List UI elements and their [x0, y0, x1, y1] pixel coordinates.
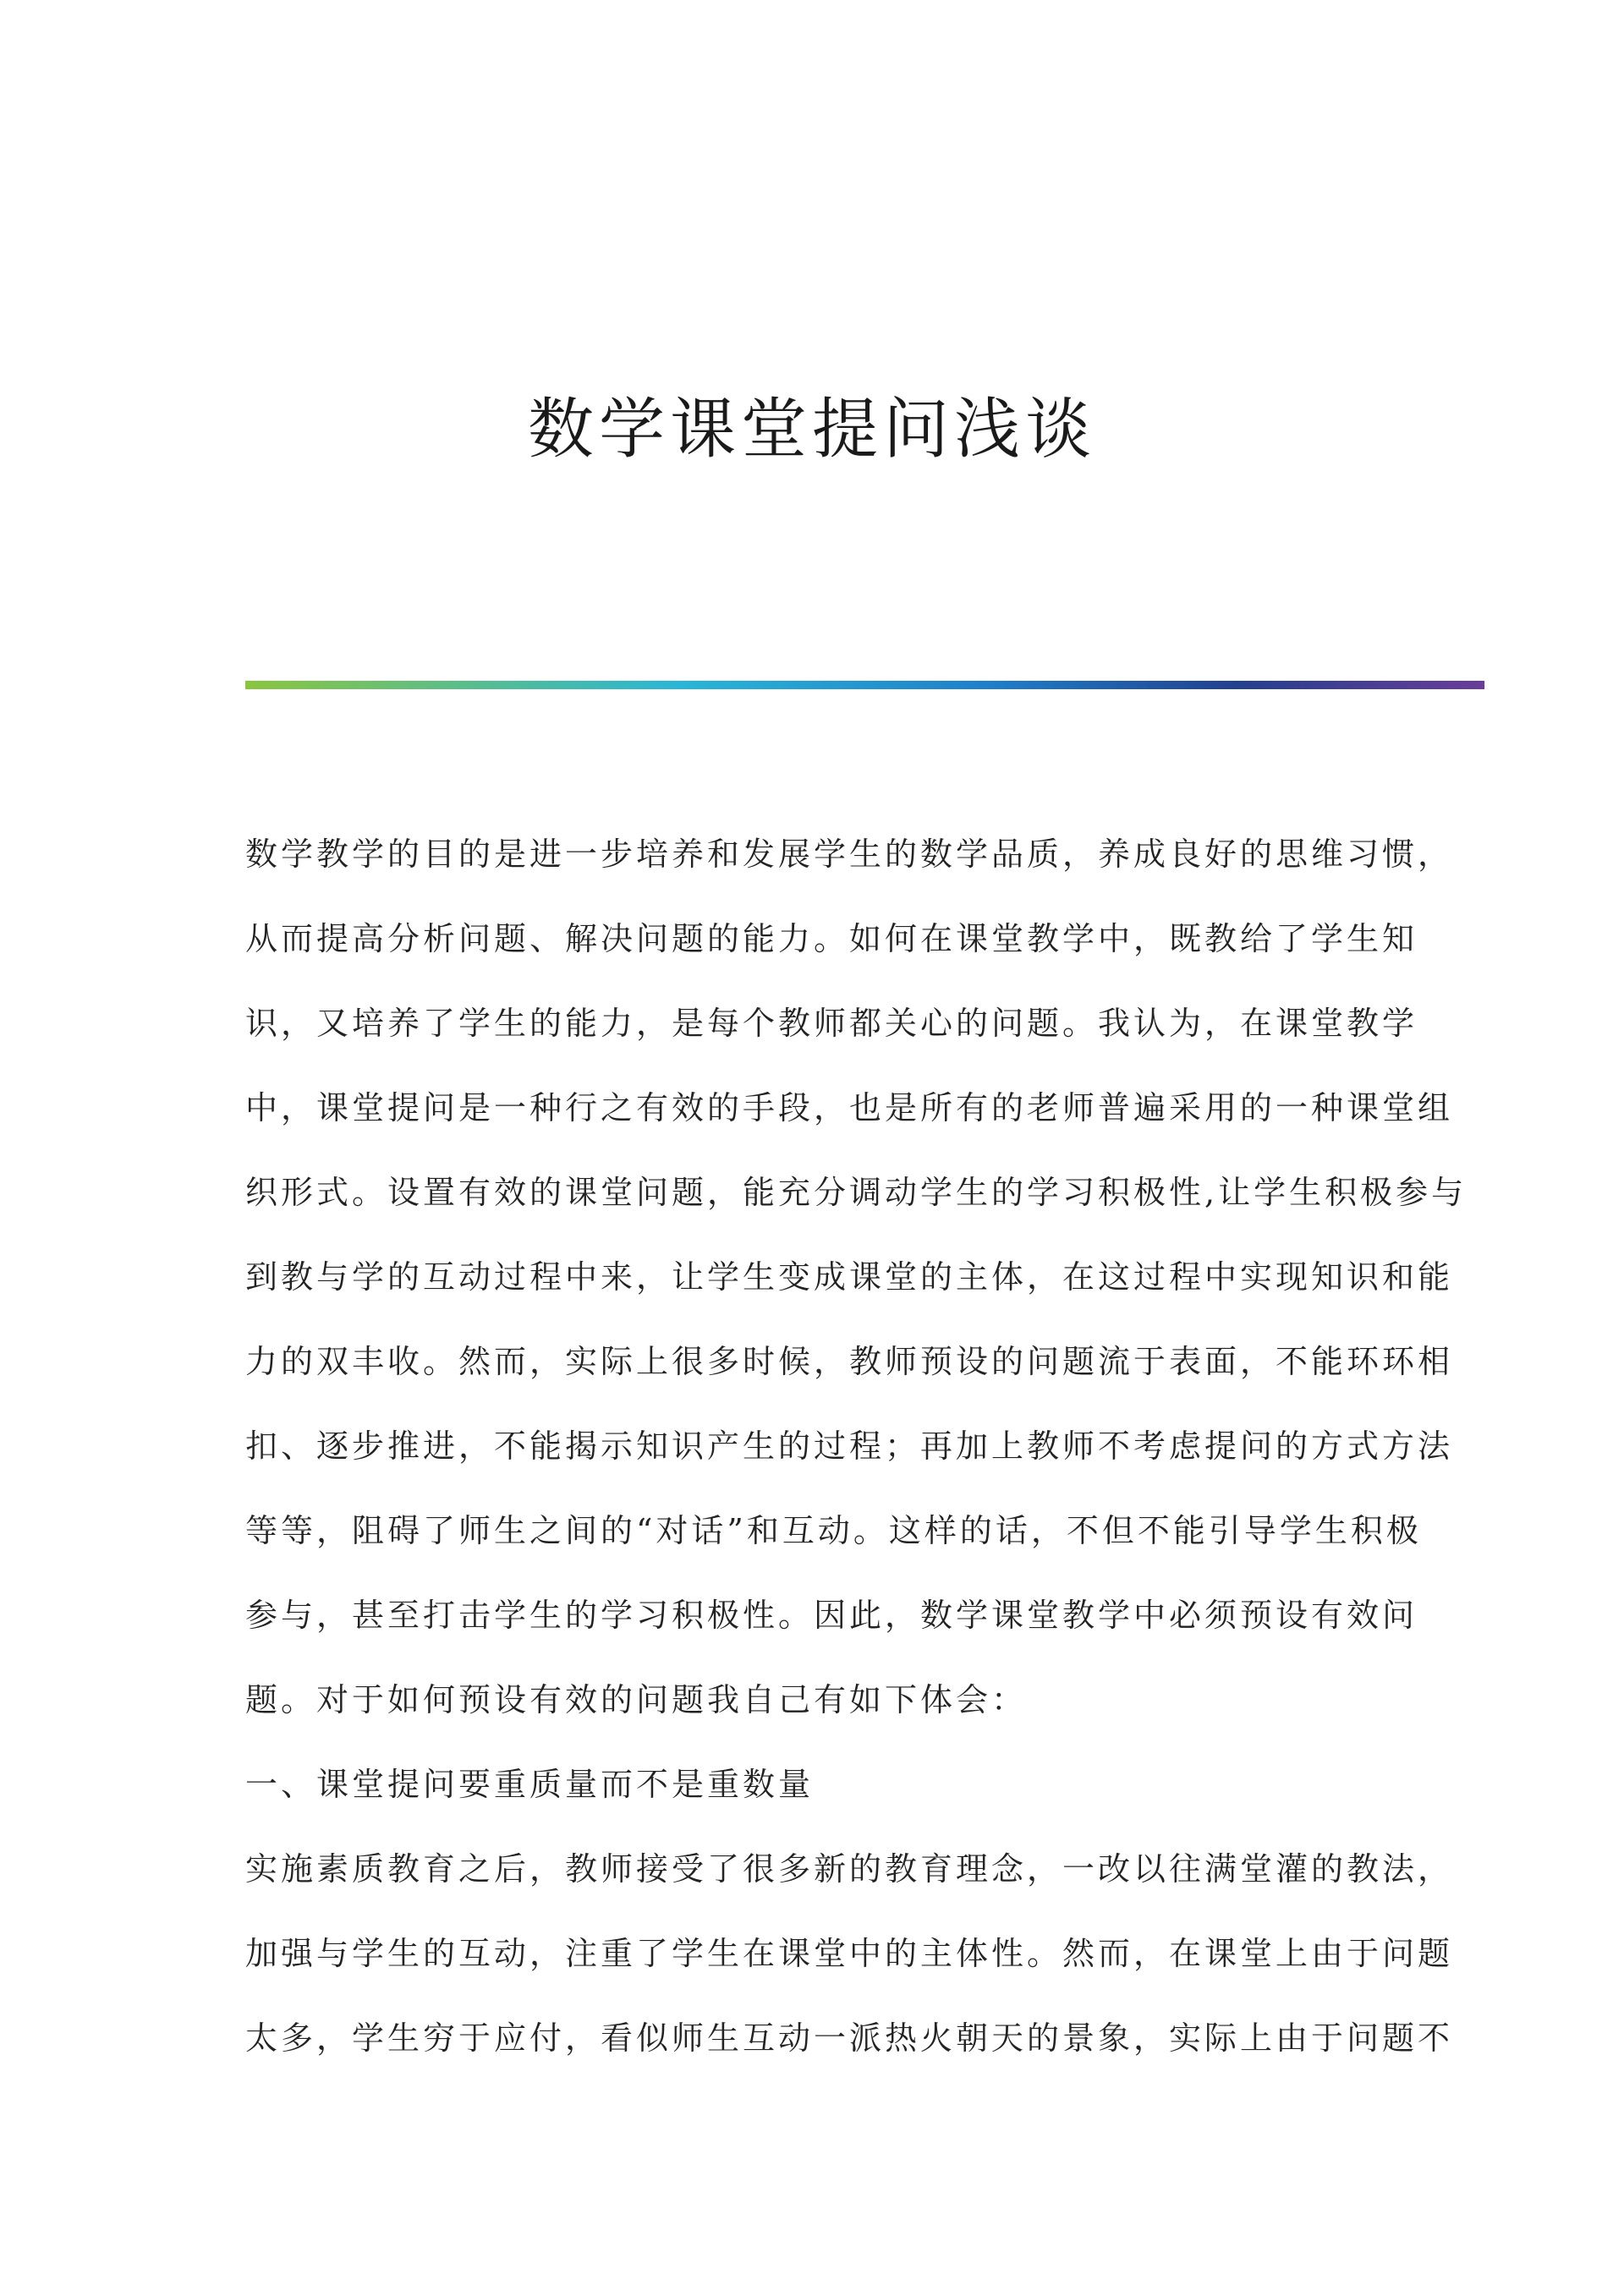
body-line: 识，又培养了学生的能力，是每个教师都关心的问题。我认为，在课堂教学: [245, 1005, 1418, 1042]
body-line: 扣、逐步推进，不能揭示知识产生的过程；再加上教师不考虑提问的方式方法: [245, 1427, 1454, 1465]
body-line: 数学教学的目的是进一步培养和发展学生的数学品质，养成良好的思维习惯，: [245, 836, 1454, 873]
body-line: 太多，学生穷于应付，看似师生互动一派热火朝天的景象，实际上由于问题不: [245, 2019, 1454, 2057]
body-line: 织形式。设置有效的课堂问题，能充分调动学生的学习积极性,让学生积极参与: [245, 1174, 1468, 1211]
body-line: 加强与学生的互动，注重了学生在课堂中的主体性。然而，在课堂上由于问题: [245, 1935, 1454, 1972]
body-line: 题。对于如何预设有效的问题我自己有如下体会：: [245, 1681, 1028, 1718]
document-title: 数学课堂提问浅谈: [527, 392, 1096, 468]
body-line: 到教与学的互动过程中来，让学生变成课堂的主体，在这过程中实现知识和能: [245, 1258, 1454, 1296]
body-line: 中，课堂提问是一种行之有效的手段，也是所有的老师普遍采用的一种课堂组: [245, 1089, 1454, 1126]
section-heading: 一、课堂提问要重质量而不是重数量: [245, 1766, 815, 1803]
gradient-divider: [245, 681, 1484, 689]
body-line: 参与，甚至打击学生的学习积极性。因此，数学课堂教学中必须预设有效问: [245, 1597, 1418, 1634]
body-line: 实施素质教育之后，教师接受了很多新的教育理念，一改以往满堂灌的教法，: [245, 1850, 1454, 1888]
document-body: [245, 825, 1468, 2093]
body-line: 力的双丰收。然而，实际上很多时候，教师预设的问题流于表面，不能环环相: [245, 1343, 1454, 1380]
body-line: 从而提高分析问题、解决问题的能力。如何在课堂教学中，既教给了学生知: [245, 920, 1418, 957]
body-line: 等等，阻碍了师生之间的“对话”和互动。这样的话，不但不能引导学生积极: [245, 1512, 1422, 1549]
